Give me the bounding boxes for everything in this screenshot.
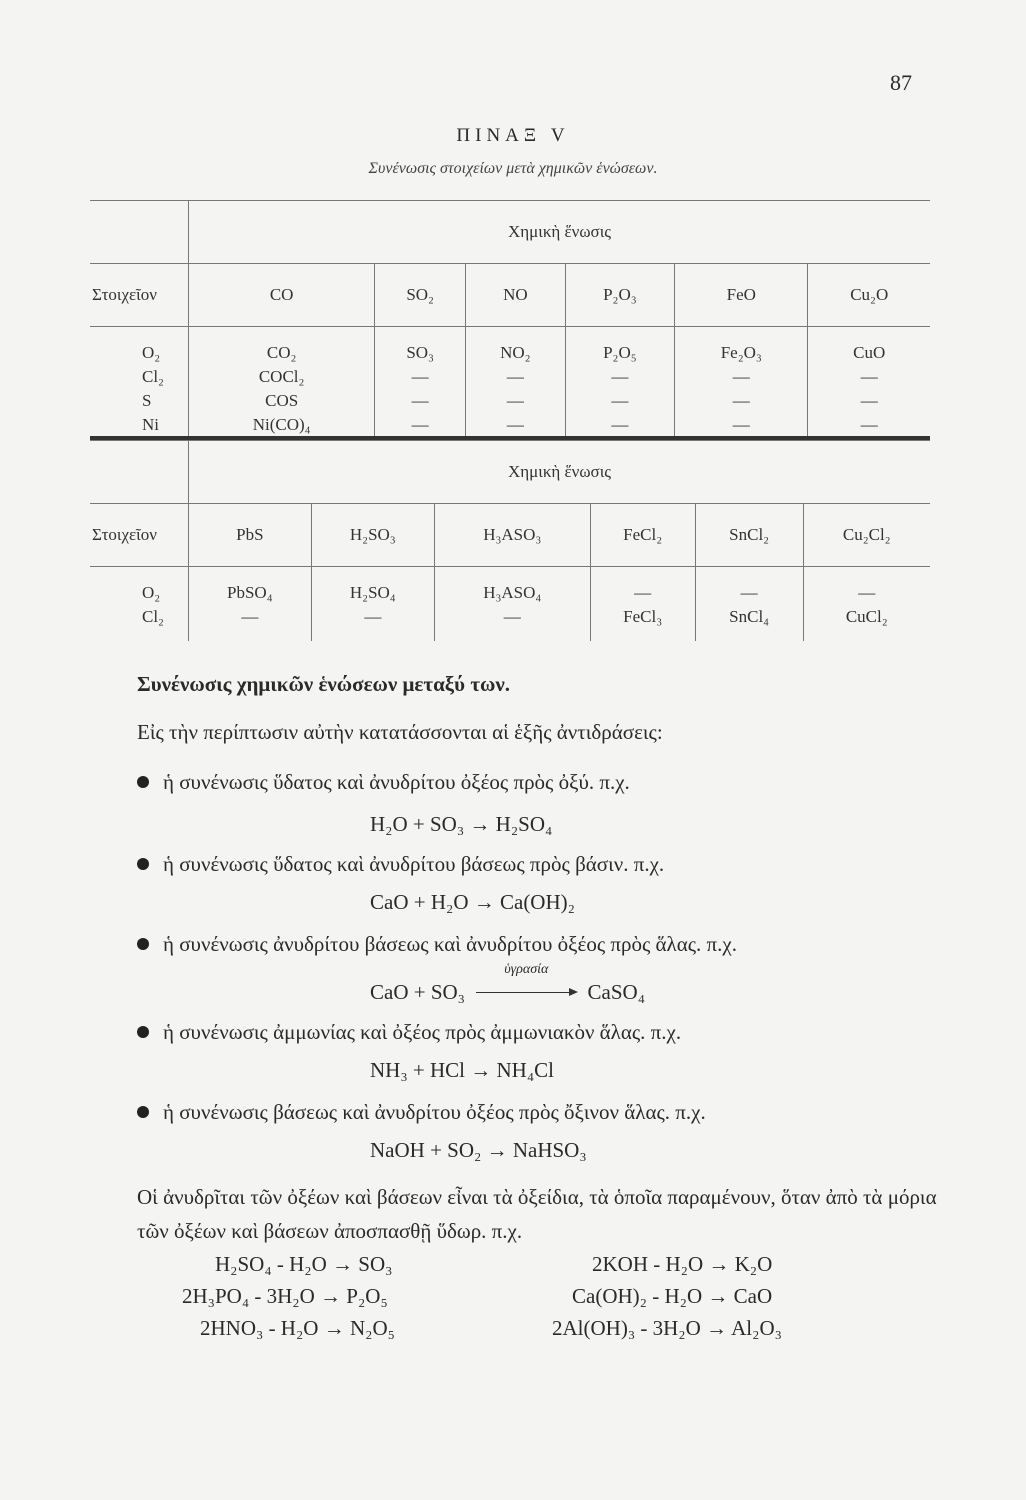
table1-product-cell: —	[411, 367, 429, 386]
table1-product-cell: Ni(CO)₄	[252, 415, 311, 434]
reaction-equation: NH₃ + HCl → NH₄Cl	[370, 1058, 554, 1082]
table1-product-cell: CO₂	[266, 343, 297, 362]
anhydride-equation: 2HNO₃ - H₂O → N₂O₅	[200, 1316, 395, 1340]
table2-product-column	[803, 567, 930, 641]
table1-product-cell: —	[611, 367, 629, 386]
table2-element-column	[90, 567, 189, 641]
table1-product-cell: —	[860, 391, 878, 410]
arrow-label: ὑγρασία	[504, 962, 549, 977]
labeled-arrow	[476, 962, 576, 1005]
table1-product-cell: Fe₂O₃	[720, 343, 762, 362]
reaction-equation: CaO + H₂O → Ca(OH)₂	[370, 890, 575, 914]
table2-element-header: Στοιχεῖον	[90, 504, 189, 567]
table1-product-cell: P₂O₅	[603, 343, 637, 362]
reaction-bullet	[137, 770, 630, 795]
table1-product-cell: —	[611, 391, 629, 410]
table1-compound-header: Cu₂O	[808, 264, 930, 327]
table2-compound-header: H₂SO₃	[311, 504, 434, 567]
table1-product-cell: —	[732, 391, 750, 410]
table1-product-cell: —	[860, 415, 878, 434]
table2-compound-header: SnCl₂	[695, 504, 803, 567]
table2-product-column	[311, 567, 434, 641]
table1-product-cell: COS	[265, 391, 299, 410]
anhydride-paragraph: Οἱ ἀνυδρῖται τῶν ὀξέων καὶ βάσεων εἶναι τὰ ὀξείδια, τὰ ὁποῖα παραμένουν, ὅταν ἀπὸ τὰ μόρια τῶν ὀξέων καὶ βάσεων ἀποσπασθῇ ὕδωρ. π.χ.	[137, 1185, 937, 1243]
intro-text: Εἰς τὴν περίπτωσιν αὐτὴν κατατάσσονται αἱ ἑξῆς ἀντιδράσεις:	[137, 720, 663, 744]
table1-element: S	[142, 391, 152, 410]
reaction-text: ἡ συνένωσις ὕδατος καὶ ἀνυδρίτου βάσεως πρὸς βάσιν. π.χ.	[163, 852, 665, 876]
table2-product-column	[695, 567, 803, 641]
table1-product-cell: —	[411, 391, 429, 410]
table2-product-cell: H₂SO₄	[349, 583, 396, 602]
reaction-bullet	[137, 932, 737, 957]
table2-product-cell: FeCl₃	[623, 607, 663, 626]
table2-product-cell: —	[364, 607, 382, 626]
table1-product-column	[466, 327, 566, 439]
table-subtitle: Συνένωσις στοιχείων μετὰ χημικῶν ἑνώσεων.	[368, 160, 658, 177]
table1-product-column	[565, 327, 674, 439]
equation-product: CaSO₄	[587, 980, 646, 1004]
table2-product-cell: SnCl₄	[729, 607, 770, 626]
bullet-icon	[137, 1106, 149, 1118]
anhydride-equation: 2Al(OH)₃ - 3H₂O → Al₂O₃	[552, 1316, 782, 1340]
table1-product-cell: —	[506, 391, 524, 410]
table1-compound-header: CO	[189, 264, 375, 327]
anhydride-equation: H₂SO₄ - H₂O → SO₃	[215, 1252, 393, 1276]
table1-product-cell: —	[732, 415, 750, 434]
page-number: 87	[890, 70, 912, 95]
reaction-bullet	[137, 852, 664, 877]
table2-compound-header: PbS	[189, 504, 312, 567]
table1-product-cell: NO₂	[500, 343, 531, 362]
table2-corner	[90, 441, 189, 504]
table2-product-cell: PbSO₄	[227, 583, 273, 602]
table2-element: Cl₂	[142, 607, 164, 626]
reaction-bullet	[137, 1020, 681, 1045]
table2-product-cell: H₃ASO₄	[483, 583, 542, 602]
reaction-text: ἡ συνένωσις ἀνυδρίτου βάσεως καὶ ἀνυδρίτου ὀξέος πρὸς ἅλας. π.χ.	[163, 932, 737, 956]
table2-product-cell: —	[740, 583, 758, 602]
table1-element: Cl₂	[142, 367, 164, 386]
table1-product-column	[375, 327, 466, 439]
table2-compound-header: Cu₂Cl₂	[803, 504, 930, 567]
bullet-icon	[137, 776, 149, 788]
reaction-text: ἡ συνένωσις ὕδατος καὶ ἀνυδρίτου ὀξέος πρὸς ὀξύ. π.χ.	[163, 770, 630, 794]
table1-compound-header: P₂O₃	[565, 264, 674, 327]
table1-product-cell: CuO	[853, 343, 886, 362]
table2-product-cell: —	[241, 607, 259, 626]
bullet-icon	[137, 858, 149, 870]
anhydride-equation: 2KOH - H₂O → K₂O	[592, 1252, 773, 1276]
equation-reactants: CaO + SO₃	[370, 980, 466, 1004]
section-heading: Συνένωσις χημικῶν ἑνώσεων μεταξύ των.	[137, 672, 510, 696]
anhydride-equation: Ca(OH)₂ - H₂O → CaO	[572, 1284, 773, 1308]
table1-compound-header: SO₂	[375, 264, 466, 327]
table1-compound-header: NO	[466, 264, 566, 327]
table1-element-column	[90, 327, 189, 439]
bullet-icon	[137, 938, 149, 950]
table1-product-cell: SO₃	[406, 343, 434, 362]
anhydride-equation: 2H₃PO₄ - 3H₂O → P₂O₅	[182, 1284, 388, 1308]
table2-product-cell: —	[503, 607, 521, 626]
table2-product-cell: CuCl₂	[845, 607, 888, 626]
table1-element-header: Στοιχεῖον	[90, 264, 189, 327]
table2-product-column	[590, 567, 695, 641]
table1-element: Ni	[142, 415, 159, 434]
table1-product-cell: —	[732, 367, 750, 386]
table2-element: O₂	[142, 583, 161, 602]
arrow-right-icon	[476, 992, 576, 993]
compound-table-2	[90, 440, 930, 641]
table1-corner	[90, 201, 189, 264]
compound-table-1	[90, 200, 930, 439]
table1-compound-header: FeO	[675, 264, 808, 327]
table1-product-column	[808, 327, 930, 439]
table1-element: O₂	[142, 343, 161, 362]
reaction-text: ἡ συνένωσις ἀμμωνίας καὶ ὀξέος πρὸς ἀμμωνιακὸν ἅλας. π.χ.	[163, 1020, 682, 1044]
table1-product-cell: COCl₂	[258, 367, 305, 386]
table2-compound-header: FeCl₂	[590, 504, 695, 567]
reaction-equation	[370, 962, 646, 1005]
table1-group-header: Χημικὴ ἕνωσις	[189, 201, 931, 264]
table2-product-cell: —	[634, 583, 652, 602]
table1-product-cell: —	[411, 415, 429, 434]
table-title: ΠΙΝΑΞ V	[456, 125, 570, 146]
reaction-bullet	[137, 1100, 706, 1125]
bullet-icon	[137, 1026, 149, 1038]
table2-product-column	[189, 567, 312, 641]
table1-product-cell: —	[860, 367, 878, 386]
table2-compound-header: H₃ASO₃	[434, 504, 590, 567]
reaction-text: ἡ συνένωσις βάσεως καὶ ἀνυδρίτου ὀξέος πρὸς ὄξινον ἅλας. π.χ.	[163, 1100, 706, 1124]
table1-product-column	[675, 327, 808, 439]
table2-product-column	[434, 567, 590, 641]
reaction-equation: H₂O + SO₃ → H₂SO₄	[370, 812, 553, 836]
table2-product-cell: —	[858, 583, 876, 602]
table1-product-cell: —	[506, 367, 524, 386]
table1-product-cell: —	[506, 415, 524, 434]
table1-product-column	[189, 327, 375, 439]
table2-group-header: Χημικὴ ἕνωσις	[189, 441, 931, 504]
table1-product-cell: —	[611, 415, 629, 434]
reaction-equation: NaOH + SO₂ → NaHSO₃	[370, 1138, 587, 1162]
